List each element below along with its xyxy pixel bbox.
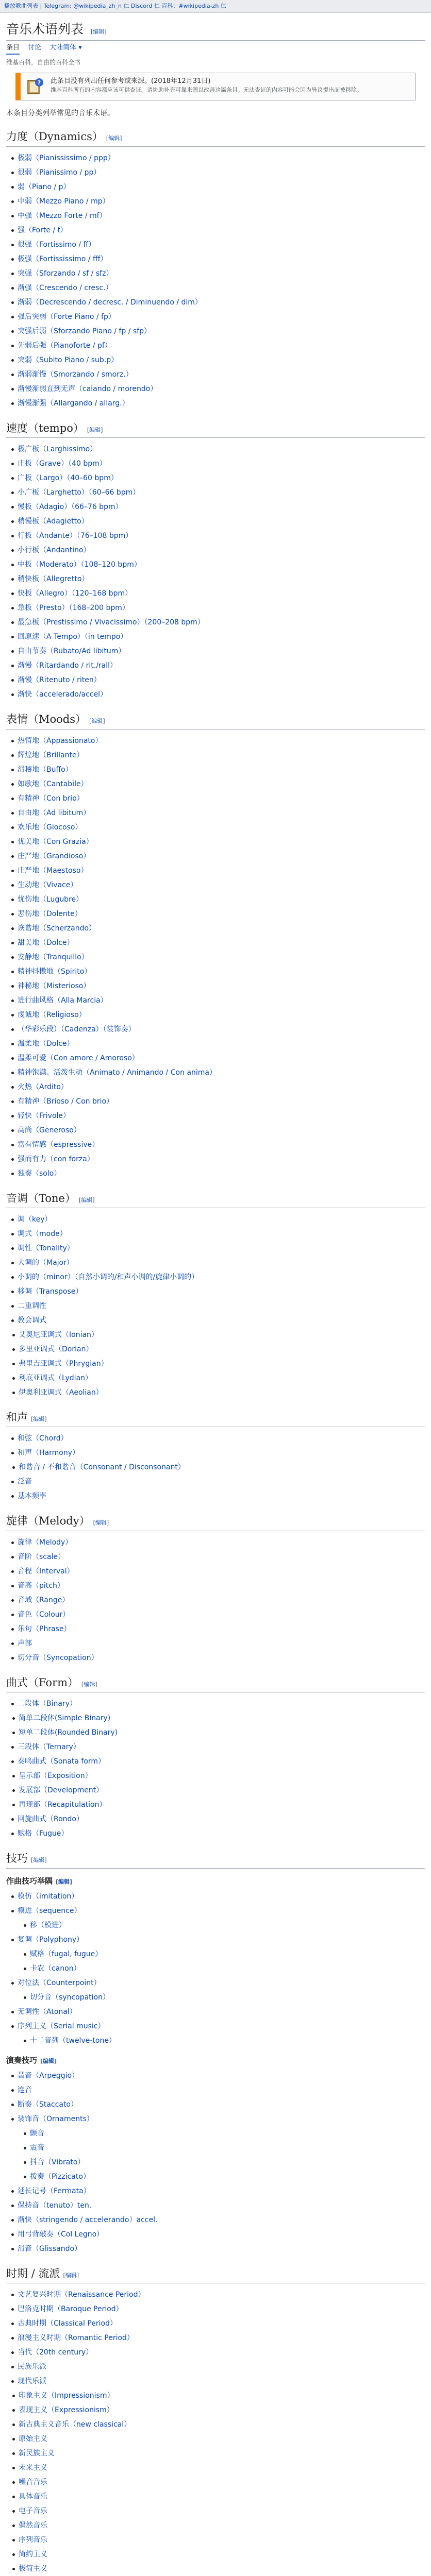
list-item[interactable]: 奏鸣曲式（Sonata form） xyxy=(18,1754,425,1769)
list-item[interactable]: 虔诚地（Religioso） xyxy=(18,1008,425,1022)
list-item[interactable]: 自由地（Ad libitum） xyxy=(18,806,425,820)
term-list xyxy=(6,151,425,411)
section-title: 速度（tempo） xyxy=(6,421,84,434)
language-selector-label: 大陆简体 xyxy=(49,44,77,52)
sub-list-item[interactable]: 表现主义（Expressionism） xyxy=(19,2403,425,2417)
section-title: 力度（Dynamics） xyxy=(6,130,103,143)
list-item[interactable]: 温柔可爱（Con amore / Amoroso） xyxy=(18,1051,425,1065)
sub-list-item[interactable]: 和谐音 / 不和谐音（Consonant / Disconsonant） xyxy=(19,1460,425,1475)
term-list xyxy=(6,1889,425,2048)
sub-list-item[interactable]: 颤音 xyxy=(30,2126,425,2141)
section-heading xyxy=(6,1851,425,1868)
sub-term-list xyxy=(18,2033,425,2048)
sub-list-item[interactable]: 拨奏（Pizzicato） xyxy=(30,2170,425,2184)
term-list xyxy=(6,1812,425,1841)
svg-text:?: ? xyxy=(37,79,41,86)
list-item[interactable]: 进行曲风格（Alla Marcia） xyxy=(18,993,425,1008)
list-item[interactable]: 小广板（Larghetto）（60–66 bpm） xyxy=(18,485,425,500)
section-heading xyxy=(6,1410,425,1427)
list-item[interactable]: 回旋曲式（Rondo） xyxy=(18,1812,425,1826)
tab-article[interactable]: 条目 xyxy=(6,43,20,55)
list-item[interactable]: 渐快（stringendo / accelerando）accel. xyxy=(18,2213,425,2227)
sub-term-list xyxy=(6,1328,425,1400)
list-item[interactable]: 音色（Colour） xyxy=(18,1607,425,1622)
term-list xyxy=(6,734,425,1181)
list-item[interactable]: 甜美地（Dolce） xyxy=(18,936,425,950)
section-heading xyxy=(6,2266,425,2283)
list-item[interactable]: （华彩乐段）（Cadenza）（装饰奏） xyxy=(18,1022,425,1037)
list-item[interactable]: 轻快（Frivole） xyxy=(18,1109,425,1123)
section-form xyxy=(6,1675,425,1841)
list-item[interactable]: 有精神（Con brio） xyxy=(18,791,425,806)
list-item[interactable]: 庄严地（Grandioso） xyxy=(18,849,425,863)
list-item[interactable]: 现代乐派 xyxy=(18,2374,425,2388)
section-dynamics xyxy=(6,129,425,410)
list-item[interactable]: 渐弱（Decrescendo / decresc. / Diminuendo / dim） xyxy=(18,295,425,310)
list-item[interactable]: 中板（Moderato）（108–120 bpm） xyxy=(18,557,425,572)
tab-talk[interactable]: 讨论 xyxy=(28,44,42,52)
question-book-icon xyxy=(25,76,45,97)
list-item[interactable]: 渐强（Crescendo / cresc.） xyxy=(18,281,425,295)
sub-term-list xyxy=(6,1769,425,1812)
list-item[interactable]: 调性（Tonality） xyxy=(18,1241,425,1256)
list-item[interactable]: 有精神（Brioso / Con brio） xyxy=(18,1094,425,1109)
sub-list-item[interactable]: 利底亚调式（Lydian） xyxy=(19,1371,425,1385)
term-list xyxy=(6,442,425,702)
edit-link[interactable]: 编辑 xyxy=(89,426,101,433)
list-item[interactable]: 独奏（solo） xyxy=(18,1166,425,1181)
term-list xyxy=(6,1697,425,1711)
list-item[interactable]: 二段体（Binary） xyxy=(18,1697,425,1711)
list-item[interactable]: 大调的（Major） xyxy=(18,1256,425,1270)
section-moods xyxy=(6,712,425,1180)
list-item[interactable]: 旋律（Melody） xyxy=(18,1535,425,1550)
sub-list-item[interactable]: 简单二段体(Simple Binary) xyxy=(19,1711,425,1725)
list-item[interactable]: 很强（Fortissimo / ff） xyxy=(18,238,425,252)
sub-list-item[interactable]: 弗里吉亚调式（Phrygian） xyxy=(19,1357,425,1371)
section-tempo xyxy=(6,421,425,702)
section-heading xyxy=(6,421,425,438)
list-item[interactable]: 泛音 xyxy=(18,1475,425,1489)
subsection-title: 演奏技巧 xyxy=(6,2055,38,2065)
sub-list-item[interactable]: 简约主义 xyxy=(19,2547,425,2562)
title-edit-section: [编辑] xyxy=(90,28,107,35)
list-item[interactable]: 广板（Largo）（40–60 bpm） xyxy=(18,471,425,485)
list-item[interactable]: 强后突弱（Forte Piano / fp） xyxy=(18,310,425,324)
edit-link[interactable]: 编辑 xyxy=(58,1878,70,1885)
sub-list-item[interactable]: 偶然音乐 xyxy=(19,2518,425,2533)
sub-list-item[interactable]: 电子音乐 xyxy=(19,2504,425,2518)
section-title: 和声 xyxy=(6,1411,28,1423)
list-item[interactable]: 声部 xyxy=(18,1636,425,1651)
list-item[interactable]: 高尚（Generoso） xyxy=(18,1123,425,1138)
list-item[interactable]: 突强（Sforzando / sf / sfz） xyxy=(18,266,425,281)
sub-term-list xyxy=(18,1990,425,2005)
sub-list-item[interactable]: 再现部（Recapitulation） xyxy=(19,1798,425,1812)
term-list xyxy=(6,1431,425,1460)
list-item[interactable]: 快板（Allegro）（120–168 bpm） xyxy=(18,586,425,601)
section-edit: [编辑] xyxy=(78,1196,95,1204)
list-item[interactable]: 模仿（imitation） xyxy=(18,1889,425,1904)
section-title: 曲式（Form） xyxy=(6,1676,79,1689)
banner-text[interactable]: 播放歌曲列表 | Telegram: @wikipedia_zh_n 仁 Discord 仁 百科：#wikipedia-zh 仁 xyxy=(4,3,226,9)
list-item[interactable]: 巴洛克时期（Baroque Period） xyxy=(18,2302,425,2316)
list-item[interactable]: 热情地（Appassionato） xyxy=(18,734,425,748)
section-heading xyxy=(6,1191,425,1208)
chevron-down-icon: ▾ xyxy=(78,44,82,52)
list-item[interactable]: 渐慢（Ritardando / rit./rall） xyxy=(18,658,425,673)
list-item[interactable]: 和弦（Chord） xyxy=(18,1431,425,1446)
section-heading xyxy=(6,1514,425,1531)
list-item[interactable]: 三段体（Ternary） xyxy=(18,1740,425,1754)
sub-list-item[interactable]: 艾奥尼亚调式（Ionian） xyxy=(19,1328,425,1342)
list-item[interactable]: 诙谐地（Scherzando） xyxy=(18,921,425,936)
list-item[interactable]: 音高（pitch） xyxy=(18,1579,425,1593)
list-item[interactable]: 音程（Interval） xyxy=(18,1564,425,1579)
section-technique xyxy=(6,1851,425,2256)
term-list xyxy=(6,1535,425,1665)
sub-list-item[interactable]: 抖音（Vibrato） xyxy=(30,2155,425,2170)
section-edit: [编辑] xyxy=(89,718,105,725)
list-item[interactable]: 精神饱满、活泼生动（Animato / Animando / Con anima） xyxy=(18,1065,425,1080)
list-item[interactable]: 行板（Andante）（76–108 bpm） xyxy=(18,529,425,543)
section-edit: [编辑] xyxy=(81,1681,97,1688)
list-item[interactable]: 琶音（Arpeggio） xyxy=(18,2069,425,2083)
sub-list-item[interactable]: 呈示部（Exposition） xyxy=(19,1769,425,1783)
sub-list-item[interactable]: 新民族主义 xyxy=(19,2446,425,2461)
list-item[interactable]: 很弱（Pianissimo / pp） xyxy=(18,165,425,180)
list-item[interactable]: 保持音（tenuto）ten. xyxy=(18,2198,425,2213)
sub-list-item[interactable]: 震音 xyxy=(30,2141,425,2155)
sub-term-list xyxy=(6,1460,425,1475)
sub-list-item[interactable]: 具体音乐 xyxy=(19,2489,425,2504)
sub-list-item[interactable]: 发展部（Development） xyxy=(19,1783,425,1798)
section-edit: [编辑] xyxy=(56,1878,73,1885)
list-item[interactable]: 音域（Range） xyxy=(18,1593,425,1607)
list-item[interactable]: 安静地（Tranquillo） xyxy=(18,950,425,964)
edit-link[interactable]: 编辑 xyxy=(95,1519,107,1527)
list-item[interactable]: 庄板（Grave）（40 bpm） xyxy=(18,456,425,471)
section-title: 音调（Tone） xyxy=(6,1192,76,1205)
section-periods xyxy=(6,2266,425,2576)
list-item[interactable]: 稍快板（Allegretto） xyxy=(18,572,425,586)
list-item[interactable]: 回原速（A Tempo）（in tempo） xyxy=(18,630,425,644)
sub-term-list xyxy=(18,1918,425,1933)
list-item[interactable]: 富有情感（espressive） xyxy=(18,1138,425,1152)
article-content xyxy=(0,13,431,2576)
term-list xyxy=(6,1475,425,1503)
sub-list-item[interactable]: 伊奥利亚调式（Aeolian） xyxy=(19,1385,425,1400)
notice-text-block xyxy=(51,76,362,95)
list-item[interactable]: 复调（Polyphony） xyxy=(18,1933,425,1947)
edit-link[interactable]: 编辑 xyxy=(33,1415,45,1422)
sub-list-item[interactable]: 序列音乐 xyxy=(19,2533,425,2547)
list-item[interactable]: 先弱后强（Pianoforte / pf） xyxy=(18,338,425,353)
section-edit: [编辑] xyxy=(31,1857,47,1864)
notice-subtext: 维基百科所有的内容都应该可供查证。请协助补充可靠来源以改善这篇条目。无法查证的内容可能会因为异议提出而被移除。 xyxy=(51,87,362,94)
list-item[interactable]: 教会调式 xyxy=(18,1313,425,1328)
edit-link[interactable]: 编辑 xyxy=(33,1857,45,1864)
section-harmony xyxy=(6,1410,425,1503)
page-title xyxy=(6,20,425,41)
list-item[interactable]: 渐慢（Ritenuto / riten） xyxy=(18,673,425,687)
list-item[interactable]: 悲伤地（Dolente） xyxy=(18,907,425,921)
section-edit: [编辑] xyxy=(31,1415,47,1422)
list-item[interactable]: 移调（Transpose） xyxy=(18,1284,425,1299)
sub-list-item[interactable]: 短单二段体(Rounded Binary) xyxy=(19,1725,425,1740)
list-item[interactable]: 切分音（Syncopation） xyxy=(18,1651,425,1665)
notice-box xyxy=(15,73,416,100)
list-item[interactable]: 滑稽地（Buffo） xyxy=(18,762,425,777)
sub-list-item[interactable]: 噪音音乐 xyxy=(19,2475,425,2489)
sub-term-list xyxy=(6,2388,425,2576)
list-item[interactable]: 辉煌地（Brillante） xyxy=(18,748,425,762)
sub-term-list xyxy=(18,1947,425,1976)
section-title: 技巧 xyxy=(6,1852,28,1865)
list-item[interactable]: 断奏（Staccato） xyxy=(18,2097,425,2112)
list-item[interactable]: 中强（Mezzo Forte / mf） xyxy=(18,209,425,223)
list-item[interactable]: 稍慢板（Adagietto） xyxy=(18,514,425,529)
list-item[interactable]: 滑音（Glissando） xyxy=(18,2242,425,2256)
list-item[interactable]: 突弱（Subito Piano / sub.p） xyxy=(18,353,425,367)
language-selector[interactable] xyxy=(49,43,82,55)
list-item[interactable]: 二重调性 xyxy=(18,1299,425,1313)
section-heading xyxy=(6,129,425,146)
notice-text: 此条目没有列出任何参考或来源。(2018年12月31日) xyxy=(51,77,211,85)
list-item[interactable]: 忧伤地（Lugubre） xyxy=(18,892,425,907)
list-item[interactable]: 强而有力（con forza） xyxy=(18,1152,425,1166)
edit-link[interactable]: 编辑 xyxy=(81,1196,93,1204)
list-item[interactable]: 赋格（Fugue） xyxy=(18,1826,425,1841)
list-item[interactable]: 模进（sequence） xyxy=(18,1904,425,1918)
sub-list-item[interactable]: 印象主义（Impressionism） xyxy=(19,2388,425,2403)
edit-link[interactable]: 编辑 xyxy=(91,718,103,725)
sub-list-item[interactable]: 切分音（syncopation） xyxy=(30,1990,425,2005)
list-item[interactable]: 急板（Presto）（168–200 bpm） xyxy=(18,601,425,615)
sections-container xyxy=(6,129,425,2576)
sub-list-item[interactable]: 赋格（fugal, fugue） xyxy=(30,1947,425,1961)
list-item[interactable]: 基本频率 xyxy=(18,1489,425,1503)
list-item[interactable]: 弱（Piano / p） xyxy=(18,180,425,194)
list-item[interactable]: 和声（Harmony） xyxy=(18,1446,425,1460)
term-list xyxy=(6,1740,425,1769)
section-melody xyxy=(6,1514,425,1665)
term-list xyxy=(6,1212,425,1328)
sub-list-item[interactable]: 极简主义 xyxy=(19,2562,425,2576)
section-edit: [编辑] xyxy=(93,1519,109,1527)
edit-link[interactable]: 编辑 xyxy=(108,135,120,142)
list-item[interactable]: 民族乐派 xyxy=(18,2360,425,2374)
subsection-heading xyxy=(6,2054,425,2066)
section-tone xyxy=(6,1191,425,1400)
list-item[interactable]: 突强后弱（Sforzando Piano / fp / sfp） xyxy=(18,324,425,338)
list-item[interactable]: 中弱（Mezzo Piano / mp） xyxy=(18,194,425,209)
list-item[interactable]: 调式（mode） xyxy=(18,1227,425,1241)
term-list xyxy=(6,2069,425,2256)
edit-link[interactable]: 编辑 xyxy=(84,1681,95,1688)
subsection-title: 作曲技巧举隅 xyxy=(6,1876,53,1886)
list-item[interactable]: 神秘地（Misterioso） xyxy=(18,979,425,993)
list-item[interactable]: 连音 xyxy=(18,2083,425,2097)
section-edit: [编辑] xyxy=(106,135,122,142)
list-item[interactable]: 渐慢渐强（Allargando / allarg.） xyxy=(18,396,425,411)
sub-list-item[interactable]: 移（模进） xyxy=(30,1918,425,1933)
list-item[interactable]: 小行板（Andantino） xyxy=(18,543,425,557)
sub-list-item[interactable]: 原始主义 xyxy=(19,2432,425,2446)
list-item[interactable]: 极弱（Pianississimo / ppp） xyxy=(18,151,425,165)
list-item[interactable]: 当代（20th century） xyxy=(18,2345,425,2360)
list-item[interactable]: 强（Forte / f） xyxy=(18,223,425,238)
page-title-text: 音乐术语列表 xyxy=(6,22,84,37)
section-heading xyxy=(6,712,425,729)
list-item[interactable]: 最急板（Prestissimo / Vivacissimo）（200–208 bpm） xyxy=(18,615,425,630)
list-item[interactable]: 庄严地（Maestoso） xyxy=(18,863,425,878)
sub-list-item[interactable]: 新古典主义音乐（new classical） xyxy=(19,2417,425,2432)
section-heading xyxy=(6,1675,425,1692)
sub-list-item[interactable]: 多里亚调式（Dorian） xyxy=(19,1342,425,1357)
page-tabs xyxy=(6,43,425,55)
section-title: 表情（Moods） xyxy=(6,713,87,726)
list-item[interactable]: 精神抖擞地（Spirito） xyxy=(18,964,425,979)
list-item[interactable]: 乐句（Phrase） xyxy=(18,1622,425,1636)
section-edit: [编辑] xyxy=(63,2272,79,2279)
from-note: 维基百科，自由的百科全书 xyxy=(6,58,81,66)
list-item[interactable]: 慢板（Adagio）（66–76 bpm） xyxy=(18,500,425,514)
list-item[interactable]: 极强（Fortississimo / fff） xyxy=(18,252,425,266)
edit-link[interactable]: 编辑 xyxy=(65,2272,77,2279)
edit-link[interactable]: 编辑 xyxy=(43,2057,55,2064)
section-edit: [编辑] xyxy=(40,2057,57,2064)
section-title: 旋律（Melody） xyxy=(6,1515,90,1528)
list-item[interactable]: 火热（Ardito） xyxy=(18,1080,425,1094)
intro-text: 本条目分类列举常见的音乐术语。 xyxy=(6,109,114,117)
list-item[interactable]: 渐弱渐慢（Smorzando / smorz.） xyxy=(18,367,425,382)
sub-term-list xyxy=(18,2126,425,2184)
list-item[interactable]: 欢乐地（Giocoso） xyxy=(18,820,425,835)
list-item[interactable]: 浪漫主义时期（Romantic Period） xyxy=(18,2331,425,2345)
edit-link[interactable]: 编辑 xyxy=(93,28,105,35)
list-item[interactable]: 优美地（Con Grazia） xyxy=(18,835,425,849)
sub-list-item[interactable]: 卡农（canon） xyxy=(30,1961,425,1976)
section-edit: [编辑] xyxy=(87,426,103,433)
list-item[interactable]: 音阶（scale） xyxy=(18,1550,425,1564)
section-title: 时期 / 流派 xyxy=(6,2267,60,2280)
list-item[interactable]: 延长记号（Fermata） xyxy=(18,2184,425,2198)
sub-list-item[interactable]: 十二音列（twelve-tone） xyxy=(30,2033,425,2048)
list-item[interactable]: 温柔地（Dolce） xyxy=(18,1037,425,1051)
list-item[interactable]: 对位法（Counterpoint） xyxy=(18,1976,425,1990)
list-item[interactable]: 无调性（Atonal） xyxy=(18,2005,425,2019)
list-item[interactable]: 自由节奏（Rubato/Ad libitum） xyxy=(18,644,425,658)
sub-term-list xyxy=(6,1711,425,1740)
term-list xyxy=(6,2287,425,2388)
list-item[interactable]: 序列主义（Serial music） xyxy=(18,2019,425,2033)
subsection-heading xyxy=(6,1875,425,1887)
list-item[interactable]: 装饰音（Ornaments） xyxy=(18,2112,425,2126)
list-item[interactable]: 渐慢渐弱直到无声（calando / morendo） xyxy=(18,382,425,396)
list-item[interactable]: 小调的（minor）（自然小调的/和声小调的/旋律小调的） xyxy=(18,1270,425,1284)
list-item[interactable]: 生动地（Vivace） xyxy=(18,878,425,892)
sub-list-item[interactable]: 未来主义 xyxy=(19,2461,425,2475)
list-item[interactable]: 如歌地（Cantabile） xyxy=(18,777,425,791)
list-item[interactable]: 古典时期（Classical Period） xyxy=(18,2316,425,2331)
list-item[interactable]: 文艺复兴时期（Renaissance Period） xyxy=(18,2287,425,2302)
list-item[interactable]: 极广板（Larghissimo） xyxy=(18,442,425,456)
top-banner xyxy=(0,0,431,13)
list-item[interactable]: 用弓背敲奏（Col Legno） xyxy=(18,2227,425,2242)
list-item[interactable]: 调（key） xyxy=(18,1212,425,1227)
list-item[interactable]: 渐快（accelerado/accel） xyxy=(18,687,425,702)
